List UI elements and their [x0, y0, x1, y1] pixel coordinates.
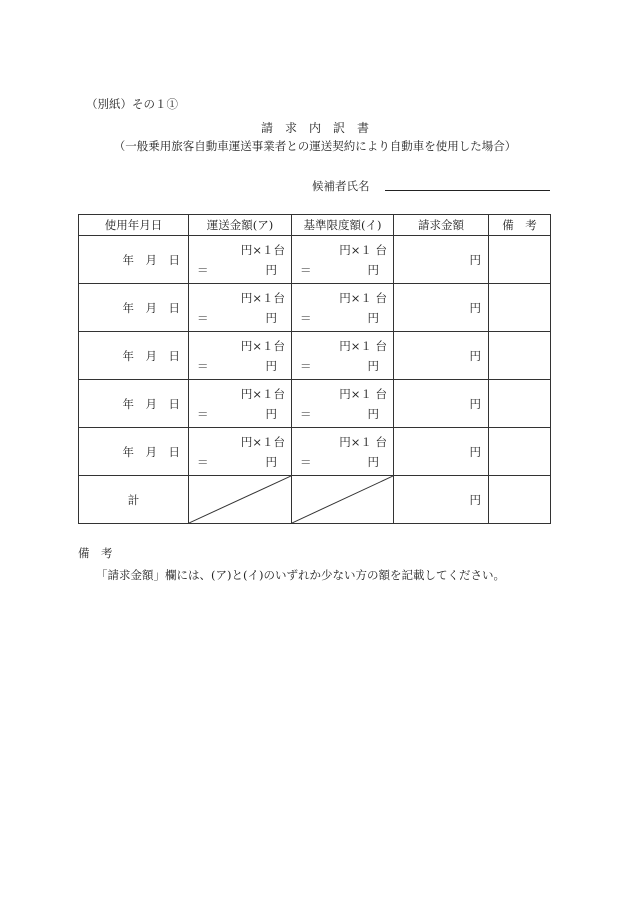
diagonal-strike [292, 476, 393, 523]
limit-amount-cell[interactable] [292, 332, 394, 380]
table-header-row [79, 215, 551, 236]
fare-per-car: 円×１台 [240, 387, 285, 401]
limit-equals: ＝ [300, 311, 312, 325]
date-placeholder: 年 月 日 [122, 252, 180, 267]
limit-per-car: 円×１ 台 [339, 387, 387, 401]
claim-yen: 円 [469, 300, 481, 315]
remarks-cell[interactable] [489, 428, 551, 476]
total-label: 計 [127, 492, 140, 507]
fare-amount-cell[interactable] [189, 332, 292, 380]
limit-amount-cell[interactable] [292, 284, 394, 332]
usage-date-cell[interactable] [79, 332, 189, 380]
claim-yen: 円 [469, 348, 481, 363]
limit-equals: ＝ [300, 455, 312, 469]
date-placeholder: 年 月 日 [122, 300, 180, 315]
fare-equals: ＝ [197, 311, 209, 325]
usage-date-cell[interactable] [79, 428, 189, 476]
header-usage-date: 使用年月日 [79, 215, 189, 236]
claim-amount-cell[interactable] [394, 284, 489, 332]
limit-equals: ＝ [300, 359, 312, 373]
limit-amount-cell[interactable] [292, 428, 394, 476]
claim-amount-cell[interactable] [394, 332, 489, 380]
fare-yen: 円 [265, 263, 277, 277]
limit-yen: 円 [367, 455, 379, 469]
claim-amount-cell[interactable] [394, 380, 489, 428]
candidate-name-label: 候補者氏名 [312, 179, 370, 193]
diagonal-strike [189, 476, 291, 523]
total-limit-cell [292, 476, 394, 524]
fare-equals: ＝ [197, 359, 209, 373]
remarks-cell[interactable] [489, 332, 551, 380]
header-remarks: 備 考 [489, 215, 551, 236]
notes-text: 「請求金額」欄には、(ア)と(イ)のいずれか少ない方の額を記載してください。 [96, 568, 505, 582]
fare-yen: 円 [265, 311, 277, 325]
limit-per-car: 円×１ 台 [339, 435, 387, 449]
limit-equals: ＝ [300, 407, 312, 421]
claim-yen: 円 [469, 396, 481, 411]
fare-yen: 円 [265, 455, 277, 469]
total-remarks-cell[interactable] [489, 476, 551, 524]
remarks-cell[interactable] [489, 380, 551, 428]
notes-heading: 備 考 [78, 546, 113, 560]
header-fare-amount: 運送金額(ア) [189, 215, 292, 236]
limit-yen: 円 [367, 359, 379, 373]
limit-per-car: 円×１ 台 [339, 339, 387, 353]
candidate-name-field[interactable] [385, 190, 550, 191]
document-subtitle: （一般乗用旅客自動車運送事業者との運送契約により自動車を使用した場合） [113, 139, 517, 153]
claim-yen: 円 [469, 252, 481, 267]
date-placeholder: 年 月 日 [122, 444, 180, 459]
table-row [79, 380, 551, 428]
fare-amount-cell[interactable] [189, 428, 292, 476]
limit-yen: 円 [367, 263, 379, 277]
fare-amount-cell[interactable] [189, 380, 292, 428]
fare-equals: ＝ [197, 455, 209, 469]
usage-date-cell[interactable] [79, 236, 189, 284]
fare-yen: 円 [265, 359, 277, 373]
claim-amount-cell[interactable] [394, 236, 489, 284]
usage-date-cell[interactable] [79, 380, 189, 428]
limit-per-car: 円×１ 台 [339, 291, 387, 305]
total-fare-cell [189, 476, 292, 524]
remarks-cell[interactable] [489, 284, 551, 332]
table-row [79, 332, 551, 380]
total-yen: 円 [469, 492, 481, 507]
limit-yen: 円 [367, 311, 379, 325]
limit-amount-cell[interactable] [292, 236, 394, 284]
fare-equals: ＝ [197, 407, 209, 421]
fare-per-car: 円×１台 [240, 435, 285, 449]
limit-yen: 円 [367, 407, 379, 421]
table-row [79, 428, 551, 476]
usage-date-cell[interactable] [79, 284, 189, 332]
header-claim-amount: 請求金額 [394, 215, 489, 236]
fare-per-car: 円×１台 [240, 243, 285, 257]
fare-equals: ＝ [197, 263, 209, 277]
claim-breakdown-table [78, 214, 551, 524]
total-claim-cell[interactable] [394, 476, 489, 524]
total-label-cell [79, 476, 189, 524]
limit-amount-cell[interactable] [292, 380, 394, 428]
limit-equals: ＝ [300, 263, 312, 277]
table-row [79, 284, 551, 332]
fare-yen: 円 [265, 407, 277, 421]
table-row [79, 236, 551, 284]
limit-per-car: 円×１ 台 [339, 243, 387, 257]
attachment-label: （別紙）その１① [86, 97, 178, 111]
fare-amount-cell[interactable] [189, 236, 292, 284]
date-placeholder: 年 月 日 [122, 396, 180, 411]
fare-per-car: 円×１台 [240, 339, 285, 353]
remarks-cell[interactable] [489, 236, 551, 284]
claim-amount-cell[interactable] [394, 428, 489, 476]
total-row [79, 476, 551, 524]
fare-amount-cell[interactable] [189, 284, 292, 332]
fare-per-car: 円×１台 [240, 291, 285, 305]
date-placeholder: 年 月 日 [122, 348, 180, 363]
header-limit-amount: 基準限度額(イ) [292, 215, 394, 236]
document-title: 請 求 内 訳 書 [260, 121, 369, 135]
claim-yen: 円 [469, 444, 481, 459]
